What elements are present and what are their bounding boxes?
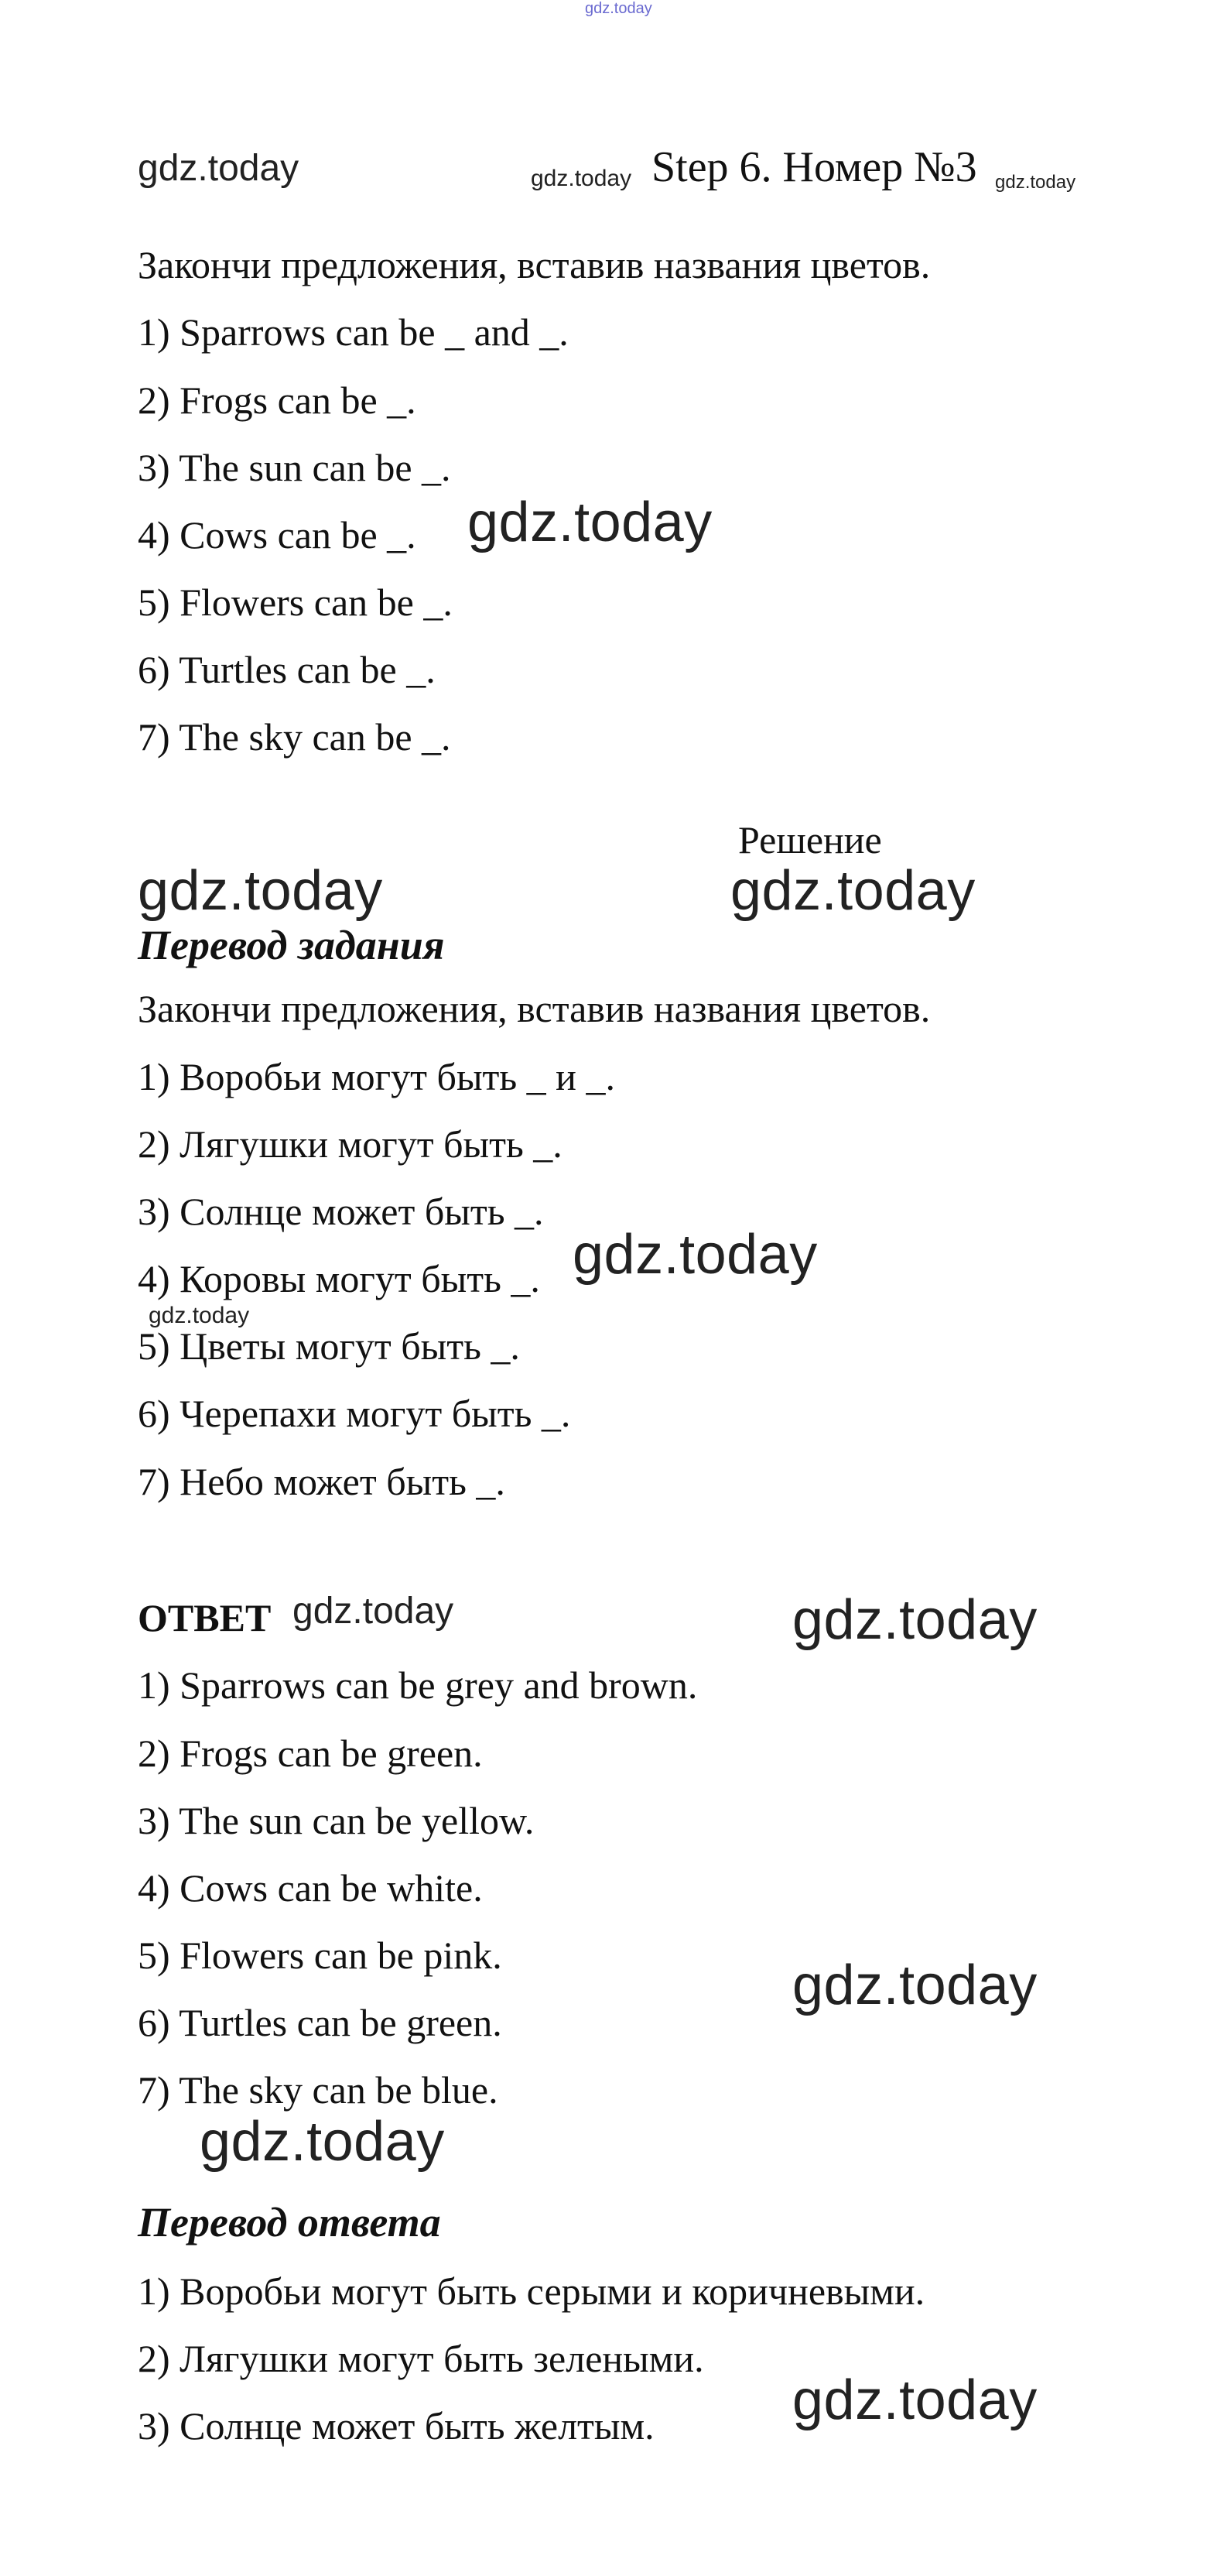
task-item: 4) Cows can be _. (138, 513, 416, 557)
task-item: 2) Frogs can be _. (138, 379, 416, 422)
watermark: gdz.today (292, 1591, 454, 1632)
watermark: gdz.today (149, 1303, 250, 1328)
watermark: gdz.today (573, 1224, 818, 1286)
translation-answer-item: 3) Солнце может быть желтым. (138, 2404, 655, 2448)
answer-item: 5) Flowers can be pink. (138, 1934, 502, 1977)
watermark: gdz.today (138, 860, 383, 922)
task-item: 5) Flowers can be _. (138, 581, 453, 624)
answer-heading: ОТВЕТ (138, 1596, 272, 1639)
watermark: gdz.today (792, 2369, 1038, 2431)
watermark: gdz.today (467, 492, 713, 553)
task-item: 3) The sun can be _. (138, 446, 451, 489)
page-title: Step 6. Номер №3 (651, 143, 977, 191)
translation-answer-heading: Перевод ответа (138, 2199, 441, 2245)
translation-task-item: 6) Черепахи могут быть _. (138, 1392, 571, 1435)
translation-task-item: 4) Коровы могут быть _. (138, 1257, 540, 1300)
watermark: gdz.today (730, 860, 976, 922)
solution-label: Решение (738, 818, 882, 862)
watermark: gdz.today (792, 1589, 1038, 1651)
answer-item: 4) Cows can be white. (138, 1866, 483, 1910)
translation-task-item: 7) Небо может быть _. (138, 1460, 505, 1503)
answer-item: 2) Frogs can be green. (138, 1732, 483, 1775)
translation-answer-item: 1) Воробьи могут быть серыми и коричневыми. (138, 2269, 925, 2313)
watermark: gdz.today (792, 1954, 1038, 2016)
task-item: 6) Turtles can be _. (138, 648, 436, 691)
task-item: 1) Sparrows can be _ and _. (138, 310, 569, 354)
translation-task-heading: Перевод задания (138, 922, 445, 968)
answer-item: 3) The sun can be yellow. (138, 1799, 535, 1842)
task-instruction: Закончи предложения, вставив названия цветов. (138, 243, 931, 286)
watermark: gdz.today (200, 2111, 445, 2173)
translation-task-item: 1) Воробьи могут быть _ и _. (138, 1055, 615, 1098)
watermark: gdz.today (995, 172, 1076, 193)
task-item: 7) The sky can be _. (138, 715, 451, 759)
translation-task-item: 2) Лягушки могут быть _. (138, 1122, 562, 1166)
translation-answer-item: 2) Лягушки могут быть зелеными. (138, 2337, 704, 2380)
answer-item: 1) Sparrows can be grey and brown. (138, 1663, 698, 1707)
watermark: gdz.today (531, 166, 632, 191)
watermark: gdz.today (138, 148, 299, 189)
top-watermark: gdz.today (585, 0, 652, 17)
translation-task-instruction: Закончи предложения, вставив названия цветов. (138, 987, 931, 1030)
translation-task-item: 5) Цветы могут быть _. (138, 1324, 520, 1368)
answer-item: 7) The sky can be blue. (138, 2068, 498, 2112)
answer-item: 6) Turtles can be green. (138, 2001, 502, 2044)
translation-task-item: 3) Солнце может быть _. (138, 1190, 544, 1233)
